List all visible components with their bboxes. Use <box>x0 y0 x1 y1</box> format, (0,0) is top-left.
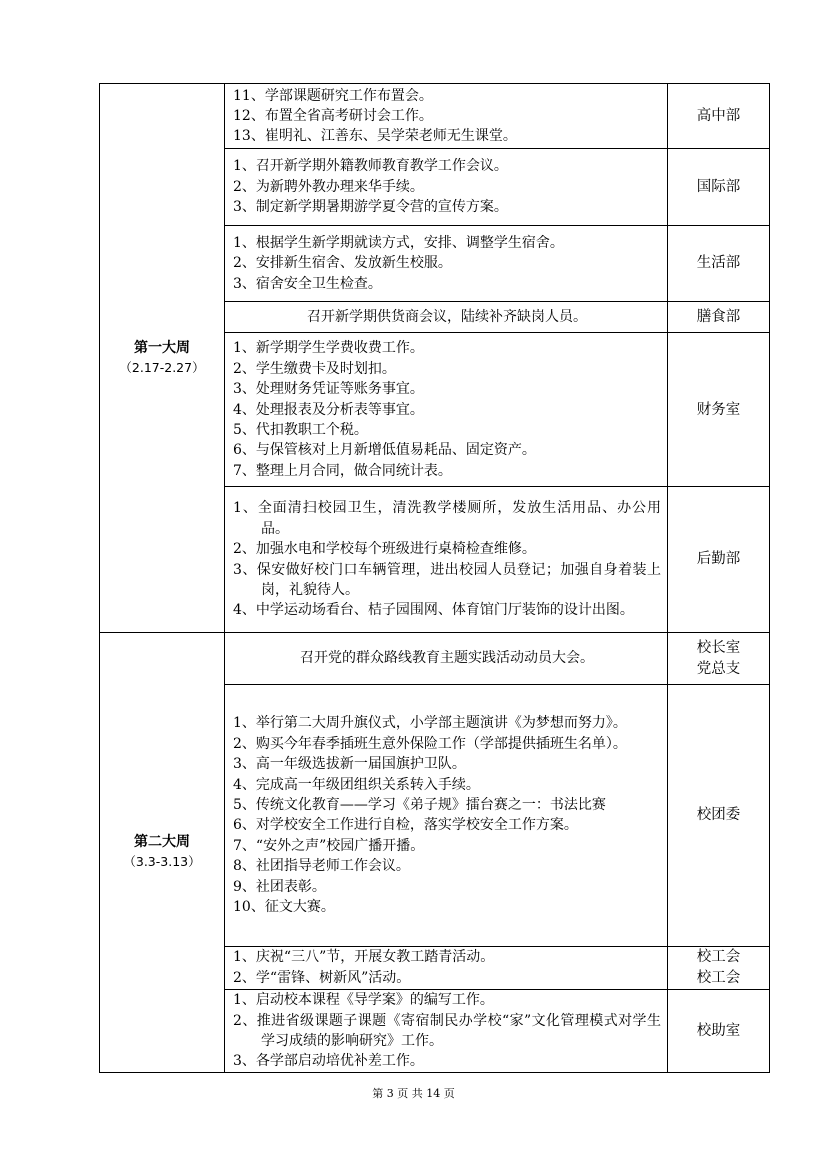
task-item: 2、安排新生宿舍、发放新生校服。 <box>233 255 452 272</box>
task-item: 3、各学部启动培优补差工作。 <box>233 1053 424 1070</box>
department-cell <box>668 487 770 633</box>
task-item: 1、根据学生新学期就读方式，安排、调整学生宿舍。 <box>233 234 564 251</box>
department-name: 校助室 <box>696 1022 741 1039</box>
department-cell <box>668 84 770 149</box>
task-item: 6、与保管核对上月新增低值易耗品、固定资产。 <box>233 442 536 459</box>
department-name: 生活部 <box>696 255 741 272</box>
department-cell <box>668 632 770 684</box>
task-item: 召开党的群众路线教育主题实践活动动员大会。 <box>300 650 594 667</box>
department-name: 党总支 <box>696 660 741 677</box>
task-cell <box>225 989 668 1072</box>
task-item: 2、推进省级课题子课题《寄宿制民办学校“家”文化管理模式对学生学习成绩的影响研究》工作。 <box>233 1012 661 1049</box>
task-item: 1、庆祝“三八”节，开展女教工踏青活动。 <box>233 949 495 966</box>
task-item: 2、加强水电和学校每个班级进行桌椅检查维修。 <box>233 541 536 558</box>
week-dates: （3.3-3.13） <box>123 854 201 870</box>
task-cell <box>225 946 668 989</box>
task-item: 11、学部课题研究工作布置会。 <box>233 87 433 104</box>
department-name: 校长室 <box>696 640 741 657</box>
department-cell <box>668 149 770 225</box>
task-item: 8、社团指导老师工作会议。 <box>233 858 410 875</box>
department-cell <box>668 685 770 946</box>
schedule-table <box>99 83 770 1073</box>
task-item: 1、召开新学期外籍教师教育教学工作会议。 <box>233 158 508 175</box>
schedule-row <box>100 84 770 149</box>
department-name: 国际部 <box>696 178 741 195</box>
task-cell <box>225 487 668 633</box>
task-item: 2、购买今年春季插班生意外保险工作（学部提供插班生名单）。 <box>233 735 627 752</box>
task-item: 3、宿舍安全卫生检查。 <box>233 275 382 292</box>
task-cell <box>225 632 668 684</box>
task-cell <box>225 685 668 946</box>
task-item: 7、“安外之声”校园广播开播。 <box>233 837 425 854</box>
task-cell <box>225 333 668 487</box>
task-item: 12、布置全省高考研讨会工作。 <box>233 107 433 124</box>
week-title: 第一大周 <box>134 339 190 356</box>
task-item: 5、代扣教职工个税。 <box>233 421 368 438</box>
task-item: 3、高一年级选拔新一届国旗护卫队。 <box>233 756 466 773</box>
task-item: 1、全面清扫校园卫生，清洗教学楼厕所，发放生活用品、办公用品。 <box>233 500 661 537</box>
task-item: 2、为新聘外教办理来华手续。 <box>233 178 424 195</box>
task-item: 1、举行第二大周升旗仪式，小学部主题演讲《为梦想而努力》。 <box>233 715 627 732</box>
task-item: 5、传统文化教育——学习《弟子规》擂台赛之一：书法比赛 <box>233 797 606 813</box>
department-cell <box>668 989 770 1072</box>
task-item: 13、崔明礼、江善东、吴学荣老师无生课堂。 <box>233 128 517 145</box>
task-item: 4、完成高一年级团组织关系转入手续。 <box>233 776 480 793</box>
task-item: 2、学生缴费卡及时划扣。 <box>233 360 396 377</box>
task-item: 3、保安做好校门口车辆管理，进出校园人员登记；加强自身着装上岗，礼貌待人。 <box>233 561 661 598</box>
department-cell <box>668 302 770 333</box>
department-name: 膳食部 <box>696 309 741 326</box>
page-footer: 第 3 页 共 14 页 <box>372 1087 455 1100</box>
task-item: 6、对学校安全工作进行自检，落实学校安全工作方案。 <box>233 817 578 834</box>
week-title: 第二大周 <box>134 834 190 851</box>
task-item: 10、征文大赛。 <box>233 899 335 916</box>
department-name: 校工会 <box>696 949 741 966</box>
department-name: 校团委 <box>696 807 741 824</box>
department-cell <box>668 225 770 301</box>
task-item: 9、社团表彰。 <box>233 878 326 895</box>
task-item: 1、启动校本课程《导学案》的编写工作。 <box>233 992 494 1009</box>
task-cell <box>225 302 668 333</box>
schedule-body <box>100 84 770 1073</box>
week-cell <box>100 632 225 1072</box>
task-cell <box>225 149 668 225</box>
task-item: 3、处理财务凭证等账务事宜。 <box>233 381 424 398</box>
task-cell <box>225 84 668 149</box>
week-dates: （2.17-2.27） <box>119 359 205 375</box>
department-name: 财务室 <box>696 401 741 418</box>
task-item: 1、新学期学生学费收费工作。 <box>233 340 424 357</box>
task-item: 3、制定新学期暑期游学夏令营的宣传方案。 <box>233 199 508 216</box>
schedule-row <box>100 632 770 684</box>
task-item: 7、整理上月合同，做合同统计表。 <box>233 462 452 479</box>
task-cell <box>225 225 668 301</box>
department-name: 后勤部 <box>696 551 741 568</box>
task-item: 2、学“雷锋、树新风”活动。 <box>233 969 411 986</box>
department-name: 校工会 <box>696 969 741 986</box>
department-cell <box>668 333 770 487</box>
week-cell <box>100 84 225 633</box>
department-cell <box>668 946 770 989</box>
department-name: 高中部 <box>696 107 741 124</box>
task-item: 4、处理报表及分析表等事宜。 <box>233 401 424 418</box>
task-item: 4、中学运动场看台、桔子园围网、体育馆门厅装饰的设计出图。 <box>233 602 634 619</box>
task-item: 召开新学期供货商会议，陆续补齐缺岗人员。 <box>307 309 587 326</box>
